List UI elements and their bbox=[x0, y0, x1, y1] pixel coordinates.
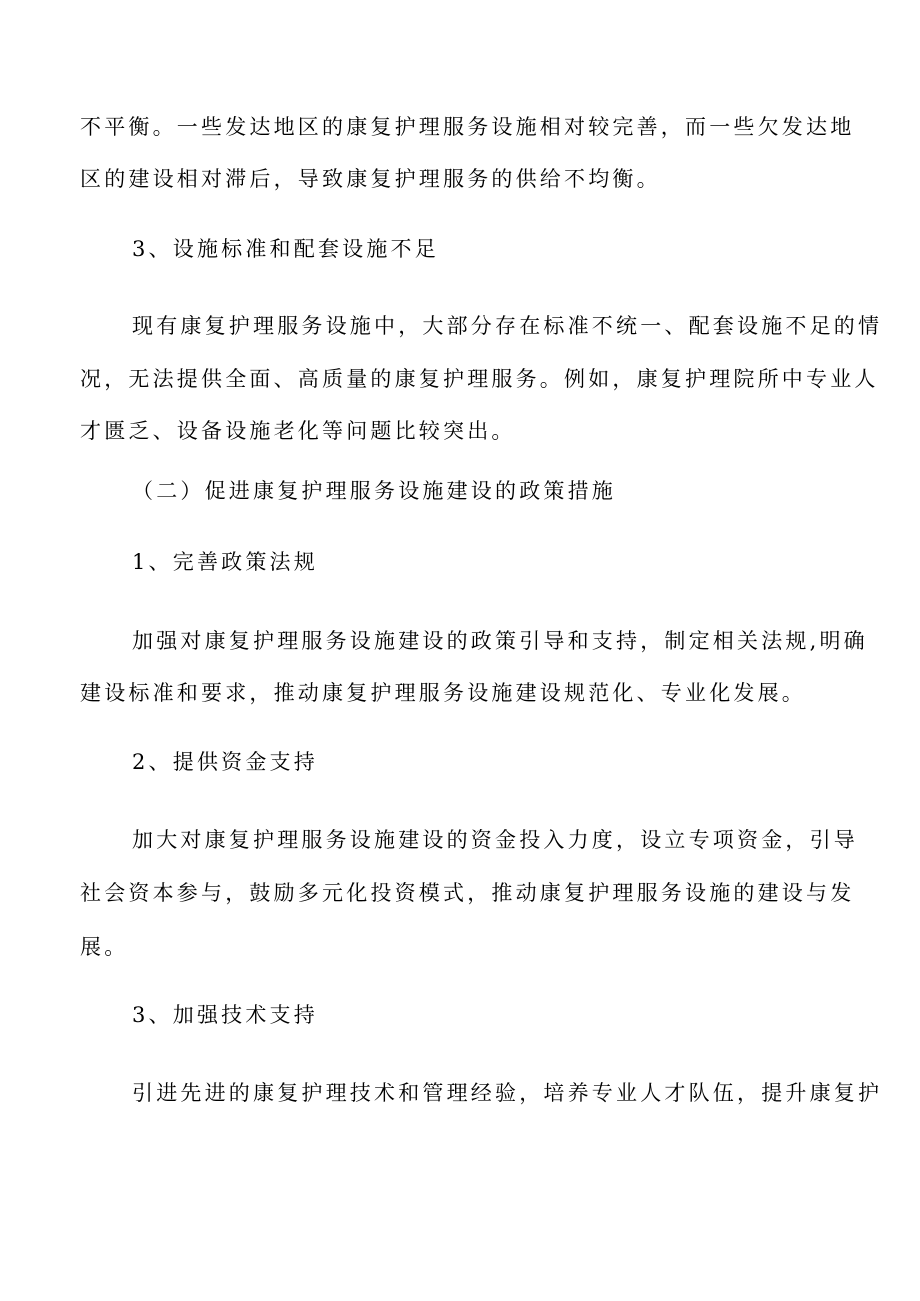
section-heading: 3、设施标准和配套设施不足 bbox=[132, 237, 439, 261]
paragraph-line: 引进先进的康复护理技术和管理经验，培养专业人才队伍，提升康复护 bbox=[132, 1081, 883, 1105]
section-heading: 2、提供资金支持 bbox=[132, 750, 318, 774]
paragraph-line: 加强对康复护理服务设施建设的政策引导和支持，制定相关法规,明确 bbox=[132, 629, 868, 653]
paragraph-line: 社会资本参与，鼓励多元化投资模式，推动康复护理服务设施的建设与发 bbox=[80, 881, 855, 905]
paragraph-line: 展。 bbox=[80, 935, 129, 959]
section-heading: 1、完善政策法规 bbox=[132, 550, 318, 574]
paragraph-line: 建设标准和要求，推动康复护理服务设施建设规范化、专业化发展。 bbox=[80, 681, 806, 705]
section-heading: 3、加强技术支持 bbox=[132, 1003, 318, 1027]
section-heading: （二）促进康复护理服务设施建设的政策措施 bbox=[132, 479, 616, 503]
paragraph-line: 现有康复护理服务设施中，大部分存在标准不统一、配套设施不足的情 bbox=[132, 314, 883, 338]
paragraph-line: 况，无法提供全面、高质量的康复护理服务。例如，康复护理院所中专业人 bbox=[80, 367, 879, 391]
paragraph-line: 区的建设相对滞后，导致康复护理服务的供给不均衡。 bbox=[80, 167, 661, 191]
paragraph-line: 加大对康复护理服务设施建设的资金投入力度，设立专项资金，引导 bbox=[132, 828, 858, 852]
paragraph-line: 才匮乏、设备设施老化等问题比较突出。 bbox=[80, 419, 516, 443]
paragraph-line: 不平衡。一些发达地区的康复护理服务设施相对较完善，而一些欠发达地 bbox=[80, 115, 855, 139]
